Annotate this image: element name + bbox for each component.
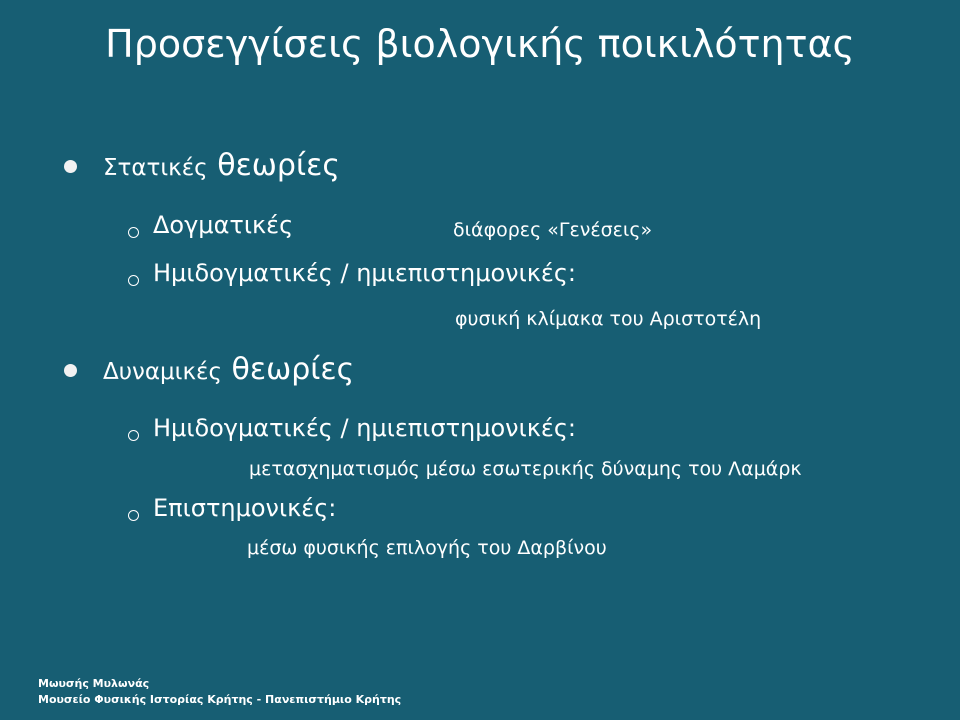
item-label: Επιστημονικές:: [153, 494, 337, 522]
item-label: Δογματικές: [153, 211, 294, 239]
section-heading-dynamic: [103, 352, 354, 387]
bullet-icon: [64, 160, 77, 173]
footer: [38, 676, 401, 708]
circle-bullet-icon: [128, 510, 139, 521]
item-label: Ημιδογματικές / ημιεπιστημονικές:: [153, 259, 576, 287]
footer-author: Μωυσής Μυλωνάς: [38, 677, 150, 690]
section-heading-static: [103, 148, 340, 183]
circle-bullet-icon: [128, 430, 139, 441]
item-note: μέσω φυσικής επιλογής του Δαρβίνου: [247, 537, 607, 559]
circle-bullet-icon: [128, 275, 139, 286]
footer-affiliation: Μουσείο Φυσικής Ιστορίας Κρήτης - Πανεπιστήμιο Κρήτης: [38, 693, 402, 706]
item-note: διάφορες «Γενέσεις»: [453, 219, 653, 241]
section-heading-prefix: Δυναμικές: [103, 359, 222, 385]
item-note: φυσική κλίμακα του Αριστοτέλη: [455, 308, 762, 330]
section-heading-prefix: Στατικές: [103, 155, 208, 181]
item-note: μετασχηματισμός μέσω εσωτερικής δύναμης του Λαμάρκ: [249, 458, 802, 480]
slide-title: Προσεγγίσεις βιολογικής ποικιλότητας: [105, 22, 855, 66]
section-heading-suffix: θεωρίες: [231, 352, 355, 387]
circle-bullet-icon: [128, 227, 139, 238]
section-heading-suffix: θεωρίες: [217, 148, 340, 183]
item-label: Ημιδογματικές / ημιεπιστημονικές:: [153, 414, 576, 442]
bullet-icon: [64, 364, 77, 377]
